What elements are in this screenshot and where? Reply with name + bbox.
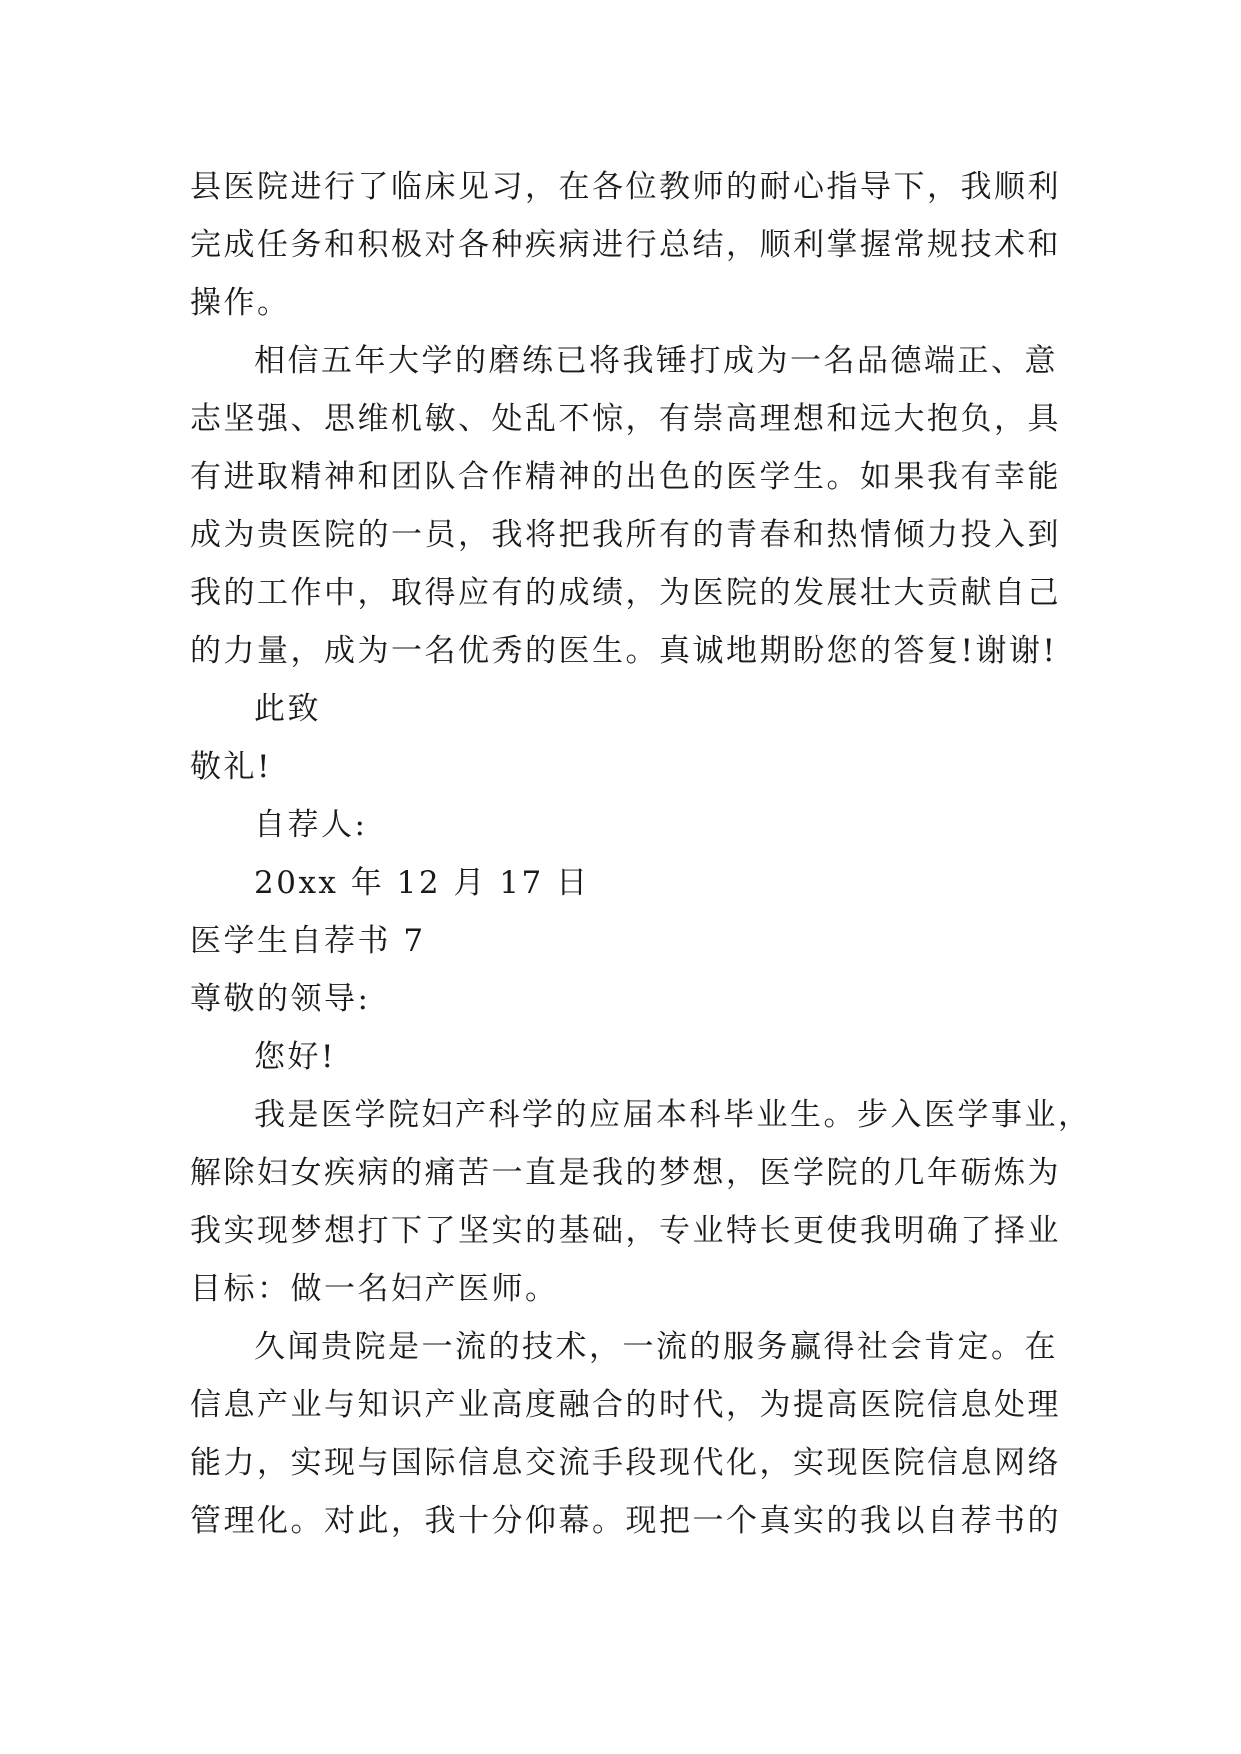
text-line: 的力量，成为一名优秀的医生。真诚地期盼您的答复!谢谢!: [190, 633, 1058, 669]
greeting: 您好!: [254, 1039, 336, 1075]
text-line: 能力，实现与国际信息交流手段现代化，实现医院信息网络: [190, 1445, 1061, 1481]
text-line: 成为贵医院的一员，我将把我所有的青春和热情倾力投入到: [190, 517, 1061, 553]
date-line: 20xx 年 12 月 17 日: [254, 865, 590, 901]
paragraph-start-line: 相信五年大学的磨练已将我锤打成为一名品德端正、意: [254, 343, 1058, 379]
text-line: 志坚强、思维机敏、处乱不惊，有崇高理想和远大抱负，具: [190, 401, 1061, 437]
text-line: 我的工作中，取得应有的成绩，为医院的发展壮大贡献自己: [190, 575, 1061, 611]
paragraph-start-line: 久闻贵院是一流的技术，一流的服务赢得社会肯定。在: [254, 1329, 1058, 1365]
closing-salutation: 此致: [254, 691, 321, 727]
text-line: 我实现梦想打下了坚实的基础，专业特长更使我明确了择业: [190, 1213, 1061, 1249]
text-line: 完成任务和积极对各种疾病进行总结，顺利掌握常规技术和: [190, 227, 1061, 263]
text-line: 目标：做一名妇产医师。: [190, 1271, 559, 1307]
closing-regards: 敬礼!: [190, 749, 272, 785]
paragraph-start-line: 我是医学院妇产科学的应届本科毕业生。步入医学事业，: [254, 1097, 1092, 1133]
text-line: 信息产业与知识产业高度融合的时代，为提高医院信息处理: [190, 1387, 1061, 1423]
text-line: 操作。: [190, 285, 291, 321]
text-line: 有进取精神和团队合作精神的出色的医学生。如果我有幸能: [190, 459, 1061, 495]
text-line: 管理化。对此，我十分仰幕。现把一个真实的我以自荐书的: [190, 1503, 1061, 1539]
greeting-recipient: 尊敬的领导:: [190, 981, 371, 1017]
section-title: 医学生自荐书 7: [190, 923, 426, 959]
signature-label: 自荐人:: [254, 807, 368, 843]
text-line: 县医院进行了临床见习，在各位教师的耐心指导下，我顺利: [190, 169, 1061, 205]
text-line: 解除妇女疾病的痛苦一直是我的梦想，医学院的几年砺炼为: [190, 1155, 1061, 1191]
